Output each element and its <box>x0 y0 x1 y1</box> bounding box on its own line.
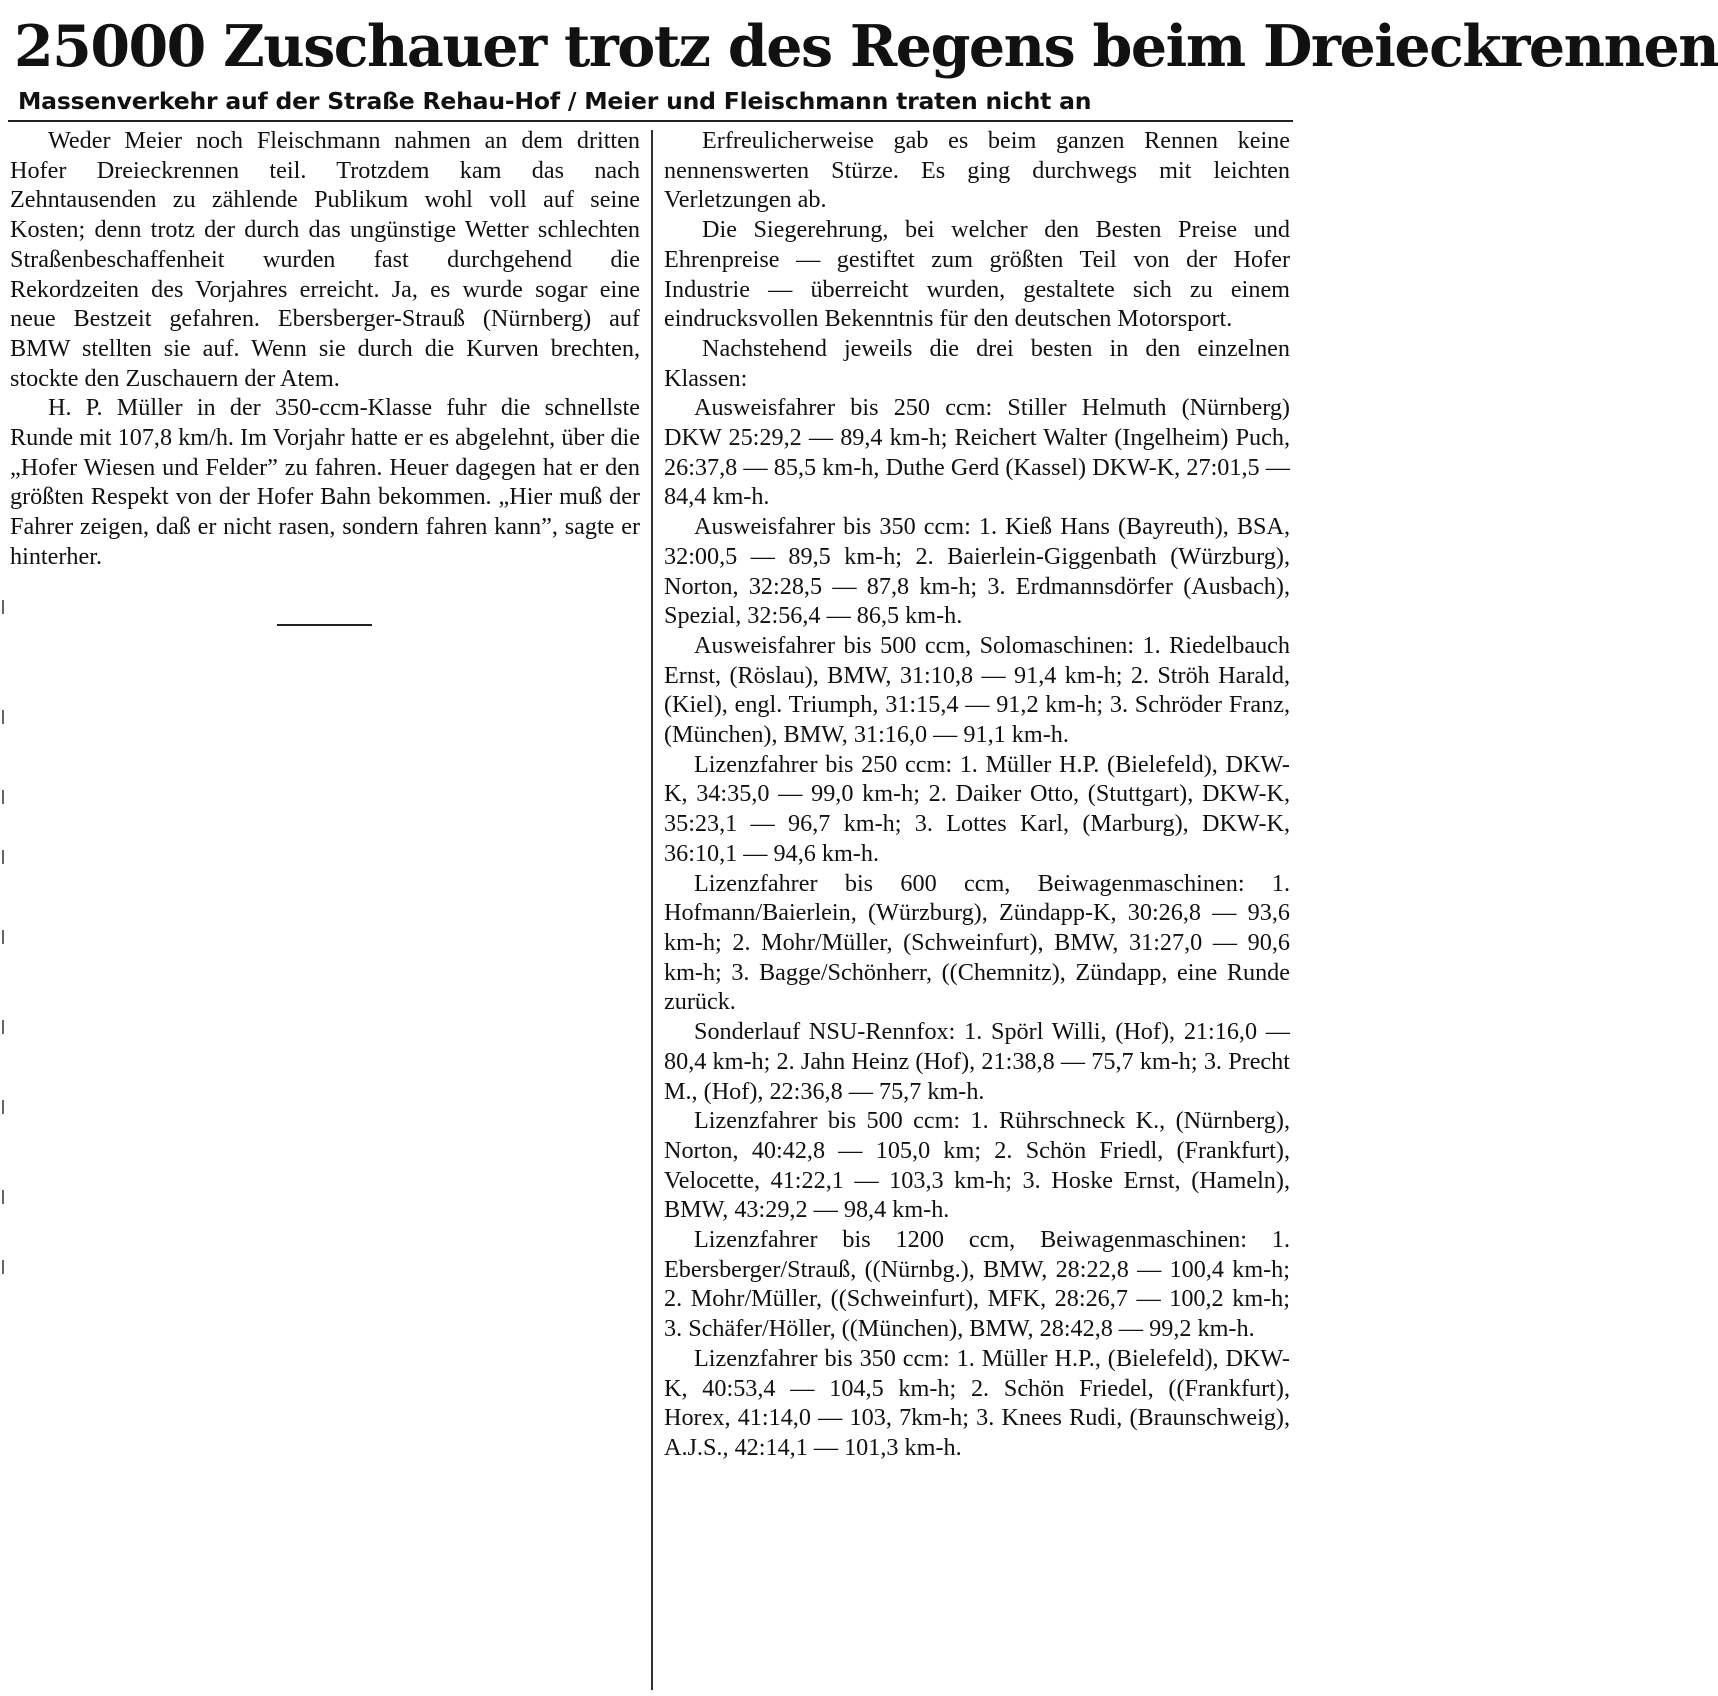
result-entry: Ausweisfahrer bis 350 ccm: 1. Kieß Hans (Bayreuth), BSA, 32:00,5 — 89,5 km-h; 2. Baierlein-Giggenbath (Würzburg), Norton, 32:28,5 — 87,8 km-h; 3. Erdmannsdörfer (Ausbach), Spezial, 32:56,4 — 86,5 km-h. <box>664 513 1290 630</box>
subheadline: Massenverkehr auf der Straße Rehau-Hof / Meier und Fleischmann traten nicht an <box>18 87 1092 115</box>
headline: 25000 Zuschauer trotz des Regens beim Dreieckrennen <box>14 13 1718 80</box>
result-entry: Sonderlauf NSU-Rennfox: 1. Spörl Willi, (Hof), 21:16,0 — 80,4 km-h; 2. Jahn Heinz (Hof), 21:38,8 — 75,7 km-h; 3. Precht M., (Hof), 22:36,8 — 75,7 km-h. <box>664 1018 1290 1105</box>
result-entry: Ausweisfahrer bis 500 ccm, Solomaschinen: 1. Riedelbauch Ernst, (Röslau), BMW, 31:10,8 — 91,4 km-h; 2. Ströh Harald, (Kiel), engl. Triumph, 31:15,4 — 91,2 km-h; 3. Schröder Franz, (München), BMW, 31:16,0 — 91,1 km-h. <box>664 631 1290 749</box>
header-rule <box>8 120 1293 122</box>
result-entry: Lizenzfahrer bis 1200 ccm, Beiwagenmaschinen: 1. Ebersberger/Strauß, ((Nürnbg.), BMW, 28:22,8 — 100,4 km-h; 2. Mohr/Müller, ((Schweinfurt), MFK, 28:26,7 — 100,2 km-h; 3. Schäfer/Höller, ((München), BMW, 28:42,8 — 99,2 km-h. <box>664 1226 1290 1343</box>
paragraph: H. P. Müller in der 350-ccm-Klasse fuhr die schnellste Runde mit 107,8 km/h. Im Vorjahr hatte er es abgelehnt, über die „Hofer Wiesen und Felder” zu fahren. Heuer dagegen hat er den größten Respekt von der Hofer Bahn bekommen. „Hier muß der Fahrer zeigen, daß er nicht rasen, sondern fahren kann”, sagte er hinterher. <box>10 394 640 570</box>
result-entry: Lizenzfahrer bis 500 ccm: 1. Rührschneck K., (Nürnberg), Norton, 40:42,8 — 105,0 km; 2. Schön Friedl, (Frankfurt), Velocette, 41:22,1 — 103,3 km-h; 3. Hoske Ernst, (Hameln), BMW, 43:29,2 — 98,4 km-h. <box>664 1107 1290 1224</box>
result-entry: Lizenzfahrer bis 250 ccm: 1. Müller H.P. (Bielefeld), DKW-K, 34:35,0 — 99,0 km-h; 2. Daiker Otto, (Stuttgart), DKW-K, 35:23,1 — 96,7 km-h; 3. Lottes Karl, (Marburg), DKW-K, 36:10,1 — 94,6 km-h. <box>664 750 1290 867</box>
result-entry: Ausweisfahrer bis 250 ccm: Stiller Helmuth (Nürnberg) DKW 25:29,2 — 89,4 km-h; Reichert Walter (Ingelheim) Puch, 26:37,8 — 85,5 km-h, Duthe Gerd (Kassel) DKW-K, 27:01,5 — 84,4 km-h. <box>664 394 1290 511</box>
paragraph: Nachstehend jeweils die drei besten in den einzelnen Klassen: <box>664 334 1290 392</box>
scan-edge-marks <box>0 600 8 1300</box>
paragraph: Erfreulicherweise gab es beim ganzen Rennen keine nennenswerten Stürze. Es ging durchwegs mit leichten Verletzungen ab. <box>664 127 1290 214</box>
result-entry: Lizenzfahrer bis 600 ccm, Beiwagenmaschinen: 1. Hofmann/Baierlein, (Würzburg), Zündapp-K, 30:26,8 — 93,6 km-h; 2. Mohr/Müller, (Schweinfurt), BMW, 31:27,0 — 90,6 km-h; 3. Bagge/Schönherr, ((Chemnitz), Zündapp, eine Runde zurück. <box>664 869 1290 1016</box>
result-entry: Lizenzfahrer bis 350 ccm: 1. Müller H.P., (Bielefeld), DKW-K, 40:53,4 — 104,5 km-h; 2. Schön Friedel, ((Frankfurt), Horex, 41:14,0 — 103, 7km-h; 3. Knees Rudi, (Braunschweig), A.J.S., 42:14,1 — 101,3 km-h. <box>664 1344 1290 1461</box>
left-column <box>10 126 640 572</box>
column-divider <box>651 130 653 1690</box>
paragraph: Die Siegerehrung, bei welcher den Besten Preise und Ehrenpreise — gestiftet zum größten Teil von der Hofer Industrie — überreicht wurden, gestaltete sich zu einem eindrucksvollen Bekenntnis für den deutschen Motorsport. <box>664 216 1290 333</box>
paragraph: Weder Meier noch Fleischmann nahmen an dem dritten Hofer Dreieckrennen teil. Trotzdem kam das nach Zehntausenden zu zählende Publikum wohl voll auf seine Kosten; denn trotz der durch das ungünstige Wetter schlechten Straßenbeschaffenheit wurden fast durchgehend die Rekordzeiten des Vorjahres erreicht. Ja, es wurde sogar eine neue Bestzeit gefahren. Ebersberger-Strauß (Nürnberg) auf BMW stellten sie auf. Wenn sie durch die Kurven brechten, stockte den Zuschauern der Atem. <box>10 127 640 392</box>
pencil-underline <box>277 624 372 626</box>
right-column <box>664 126 1290 1463</box>
